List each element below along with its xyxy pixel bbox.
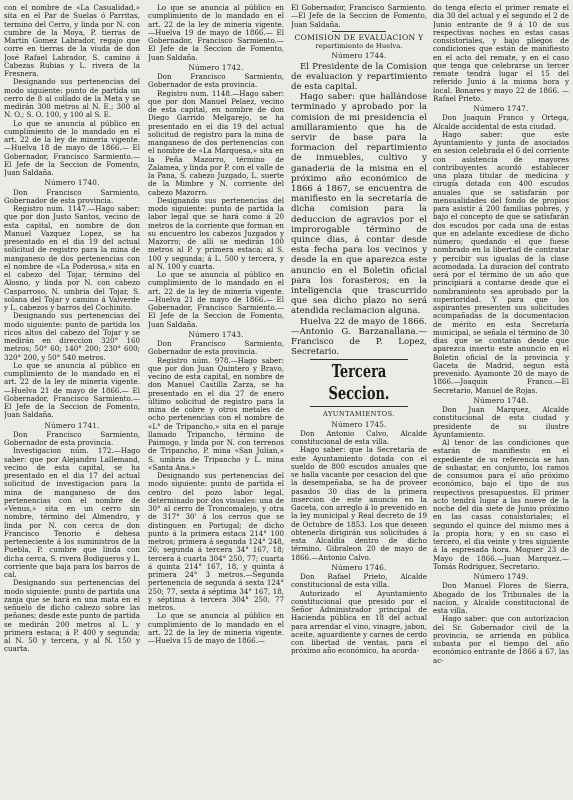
paragraph: Don Joaquin Franco y Ortega, Alcalde accidental de esta ciudad. (433, 113, 569, 131)
notice-number: Número 1741. (44, 420, 100, 430)
paragraph: Autorizado el Ayuntamiento constitucional que presido por el Señor Administrador principal de Hacienda pública en 18 del actual para arrendar el vino, vinagre, jabon, aceite, aguardiente y carnes de cerdo con libertad de ventas, para el próximo año económico, ha acorda- (291, 588, 427, 656)
notice-number: Número 1743. (188, 329, 244, 339)
paragraph: Designando sus pertenencias del modo siguiente: punto de partida los ricos altos del cabezo del Tojar y se medirán en direccion 320° 160 metros; 50° 60; 140° 200; 230° 600; 320° 200, y 50° 540 metros. (4, 311, 140, 362)
paragraph: Lo que se anuncia al público en cumplimiento de lo mandado en el art. 22 de la ley de mineria vigente. —Huelva 18 de mayo de 1866.— El Gobernador, Francisco Sarmiento.—El Jefe de la Seccion de Fomento, Juan Saldaña. (4, 118, 140, 177)
paragraph: Don Antonio Calvo, Alcalde constitucional de esta villa. (291, 428, 427, 447)
paragraph: Don Juan Marquez, Alcalde constitucional de esta ciudad y presidente de su ilustre Ayuntamiento. (433, 405, 569, 439)
paragraph: Huelva 22 de mayo de 1866.—Antonio G. Barzanallana.—Francisco de P. Lopez, Secretario. (291, 316, 427, 358)
paragraph: Lo que se anuncia al público en cumplimiento de lo mandado en el art. 22 de la ley de mineria vigente. —Huelva 21 de mayo de 1866.— El Gobernador, Francisco Sarmiento.—El Jefe de la Seccion de Fomento, Juan Saldaña. (148, 270, 284, 329)
section-label: AYUNTAMIENTOS. (322, 410, 396, 419)
paragraph: Hago saber: que con autorizacion del Sr. Gobernador civil de la provincia, se arrienda en pública subasta por el tiempo del año económico entrante de 1866 á 67, las ac- (433, 614, 569, 665)
notice-number: Número 1744. (331, 51, 387, 61)
paragraph: Hago saber: que hallándose terminado y aprobado por la comision de mi presidencia el amillaramiento que ha de servir de base para la formacion del repartimiento de inmuebles, cultivo y ganaderia de la misma en el próximo año económico de 1866 á 1867, se encuentra de manifiesto en la secretaría de dicha comision para la deduccion de agravios por el improrogable término de quince dias, á contar desde esta fecha para los vecinos y desde la en que aparezca este anuncio en el Boletin oficial para los forasteros; en la inteligencia que trascurrido que sea dicho plazo no será atendida reclamacion alguna. (291, 92, 427, 317)
paragraph: Registro núm. 978.—Hago saber: que por don Juan Quintero y Bravo, vecino de esta capital, en nombre de don Manuel Castilla Zarza, se ha presentado en el dia 27 de enero último solicitud de registro para la mina de cobre y otros metales de ocho pertenencias con el nombre de «L° de Tripancho,» sita en el paraje llamado Tripancho, término de Paimogo, y linda por N. con terrenos de Tripancho, P. mina «San Julian,» S. umbria de Tripancho y L. mina «Santa Ana.» (148, 355, 284, 472)
notice-number: Número 1745. (331, 419, 387, 429)
section-heading: COMISION DE EVALUACION Y (294, 32, 424, 42)
paragraph: Lo que se anuncia al público en cumplimiento de lo mandado en el art. 22 de la ley de mineria vigente. —Huelva 15 de mayo de 1866.— (148, 611, 284, 645)
paragraph: Designando sus pertenencias del modo siguiente: punto de partida la labor legal que se hará como á 20 metros de la corriente que forman en su encuentro los cabezos Juzgados y Mazorro; de allí se medirán 100 metros al P. y primera estaca; al S. 100 y segunda; á L. 500 y tercera, y al N. 100 y cuarta. (148, 195, 284, 271)
paragraph: El Presidente de la Comision de evaluacion y repartimiento de esta capital. (291, 61, 427, 92)
paragraph: Hago saber: que este Ayuntamiento y junta de asociados en sesion celebrada el 6 del corriente con asistencia de mayores contribuyentes acordó establecer una plaza titular de medicina y cirugía dotada con 400 escudos anuales que se satisfarán por mensualidades del fondo de propios para asistir á 200 familias pobres, y bajo el concepto de que se satisfarán dos escudos por cada una de estas que en adelante excediese de dicho número; quedando el que fuese nombrado en la libertad de contratar y percibir sus igualas de la clase acomodada. La duracion del contrato será por el término de un año que principiará a contarse desde que el nombramiento sea aprobado por la superioridad. Y para que los aspirantes presenten sus solicitudes acompañadas de la documentacion de mérito en esta Secretaría municipal, se señala el término de 30 dias que se contarán desde que aparezca inserto este anuncio en el Boletin oficial de la provincia y Gaceta de Madrid, segun está prevenido. Ayamonte 20 de mayo de 1866.—Joaquin Franco.—El Secretario, Manuel de Rojas. (433, 129, 569, 395)
paragraph: Don Manuel Flores de Sierra, Abogado de los Tribunales de la nacion, y Alcalde constitucional de esta villa. (433, 581, 569, 615)
paragraph: Hago saber: que la Secretaría de este Ayuntamiento dotada con el sueldo de 800 escudos anuales que se halla vacante por cesacion del que la desempeñaba, se ha de proveer pasados 30 dias de la primera insercion de este anuncio en la Gaceta, con arreglo á lo prevenido en la ley municipal y Real decreto de 19 de Octubre de 1853. Los que deseen obtenerla dirigirán sus solicitudes á esta Alcaldía dentro de dicho término. Gibraleon 20 de mayo de 1866.—Antonio Calvo. (291, 445, 427, 562)
paragraph: Don Francisco Sarmiento, Gobernador de esta provincia. (148, 339, 284, 357)
paragraph: Al tenor de las condiciones que estarán de manifiesto en el expediente de su referencia se han de subastar, en conjunto, los ramos de consumos para el año próximo económico, bajo el tipo de sus respectivos presupuestos. El primer acto tendrá lugar a las nueve de la noche del dia siete de Junio próximo en las casas consistoriales; el segundo el quince del mismo mes á la propia hora; y en su caso el tercero, el dia veinte y tres siguiente á la espresada hora. Moguer 23 de Mayo de 1866.—Juan Marquez.—Tomás Rodriguez, Secretario. (433, 438, 569, 571)
section-subheading: repartimiento de Huelva. (315, 42, 403, 50)
paragraph: Designando sus pertenencias del modo siguiente: punto de partida el centro del pozo labor legal, determinado por dos visuales: una de 30° al cerro de Troncomalejo, y otra de 317° 30' á los cerros que se distinguen en Portugal; de dicho punto á la primera estaca 214° 100 metros; primera á segunda 124° 248, 26; segunda á tercera 34° 167, 18; tercera á cuarta 304° 250, 77; cuarta á quinta 214° 167, 18, y quinta á primera 24° 3 metros.—Segunda pertenencia de segunda á sexta 124° 250; 77, sexta á séptima 34° 167, 18, y séptima á tercera 304° 250, 77 metros. (148, 471, 284, 612)
paragraph: Don Rafael Prieto, Alcalde constitucional de esta villa. (291, 572, 427, 590)
paragraph: Registro num. 1147.—Hago saber: que por don Justo Santos, vecino de esta capital, en nombre de don Manuel Vazquez Lopez, se ha presentado en el dia 19 del actual solicitud de registro para la mina de manganeso de dos pertenencias con el nombre de «La Poderosa,» sita en el cabezo del Tojar, término del Alosno, y linda por N. con cabezo Casparroso, N. umbria del Tojar, S. solana del Tojar y camino á Valverde y L. cabezos y barros del Cochinito. (4, 204, 140, 312)
column-1 (4, 4, 140, 654)
paragraph: Investigacion núm. 172.—Hago saber: que por Alejandro Lallemand, vecino de esta capital, se ha presentado en el dia 17 del actual solicitud de investigacion para la mina de manganeso de dos pertenencias con el nombre de «Venus,» sita en un cerro sin nombre, término del Almendro, y linda por N. con cerca de don Francisco Tenorio é dehesa perteneciente á los suministros de la Puebla, P. cumbre que linda con dicha cerca, S. rivera Bodigueros y L. corriente que baja para los barros de cal. (4, 446, 140, 579)
paragraph: con el nombre de «La Casualidad,» sita en el Par de Suelas ó Parritas, termino del Cerro, y linda por N. con cumbre de la Moya, P. tierras de Martin Gomez Labrador, regajo que corre en tierras de la viuda de don José Rafael Labrador, S. camino á Cabezas Rubias y L. rivera de la Fresnera. (4, 4, 140, 78)
paragraph: Designando sus pertenencias del modo siguiente: punto de partida un cerro de 8 al collado de la Meta y se medirán 300 metros al N. E.; 300 al N. O.; S. O. 100, y 100 al S. E. (4, 77, 140, 120)
paragraph: Designando sus pertenencias del modo siguiente: punto de partida una zanja que se hará en una mata en el señuelo de dicho cabezo sobre las peñones; desde este punto de partida se medirán 200 metros al L. y primera estaca; á P. 400 y segunda; al N. 50 y tercera, y al N. 150 y cuarta. (4, 578, 140, 654)
divider (332, 31, 386, 32)
paragraph: Don Francisco Sarmiento, Gobernador de esta provincia. (148, 72, 284, 90)
notice-number: Número 1740. (44, 178, 100, 188)
notice-number: Número 1749. (473, 572, 529, 581)
column-2 (148, 4, 284, 645)
notice-number: Número 1747. (473, 104, 529, 113)
section-title: Tercera Seccion. (310, 359, 408, 407)
notice-number: Número 1748. (473, 395, 529, 405)
notice-number: Número 1742. (188, 62, 244, 72)
column-4 (433, 4, 569, 665)
paragraph: do tenga efecto el primer remate el dia 30 del actual y el segundo el 2 de Junio entrante de 9 á 10 de sus respectivas noches en estas casas consistoriales, y bajo pliegos de condiciones que están de manifiesto en el acto del remate, y en el caso que tenga que celebrarse un tercer remate tendrá lugar el 15 del referido Junio á la misma hora y local. Bonares y mayo 22 de 1866. —Rafael Prieto. (433, 4, 569, 103)
notice-number: Número 1746. (331, 562, 387, 572)
paragraph: Lo que se anuncia al público en cumplimiento de lo mandado en el art. 22 de la ley de mineria vigente. —Huelva 19 de mayo de 1866.— El Gobernador, Francisco Sarmiento.—El Jefe de la Seccion de Fomento, Juan Saldaña. (148, 4, 284, 62)
paragraph: Lo que se anuncia al público en cumplimiento de lo mandado en el art. 22 de la ley de mineria vigente. —Huelva 21 de mayo de 1866.— El Gobernador, Francisco Sarmiento.—El Jefe de la Seccion de Fomento, Juan Saldaña. (4, 360, 140, 420)
paragraph: El Gobernador, Francisco Sarmiento.—El Jefe de la Seccion de Fomento, Juan Saldaña. (291, 4, 427, 29)
paragraph: Don Francisco Sarmiento, Gobernador de esta provincia. (4, 429, 140, 447)
paragraph: Registro num. 1148.—Hago saber: que por don Manuel Pelaez, vecino de esta capital, en nombre de don Diego Garrido Melgarejo, se ha presentado en el dia 19 del actual solicitud de registro para la mina de manganeso de dos pertenencias con el nombre de «La Marquesa,» sita en la Peña Mazorro, término de Zalamea, y linda por P. con el valle de la Pana, S. cabezo Juzgado, L. suerte de la Mimbre y N. corriente del cabezo Mazorro. (148, 88, 284, 197)
column-3 (291, 4, 427, 656)
paragraph: Don Francisco Sarmiento, Gobernador de esta provincia. (4, 187, 140, 205)
